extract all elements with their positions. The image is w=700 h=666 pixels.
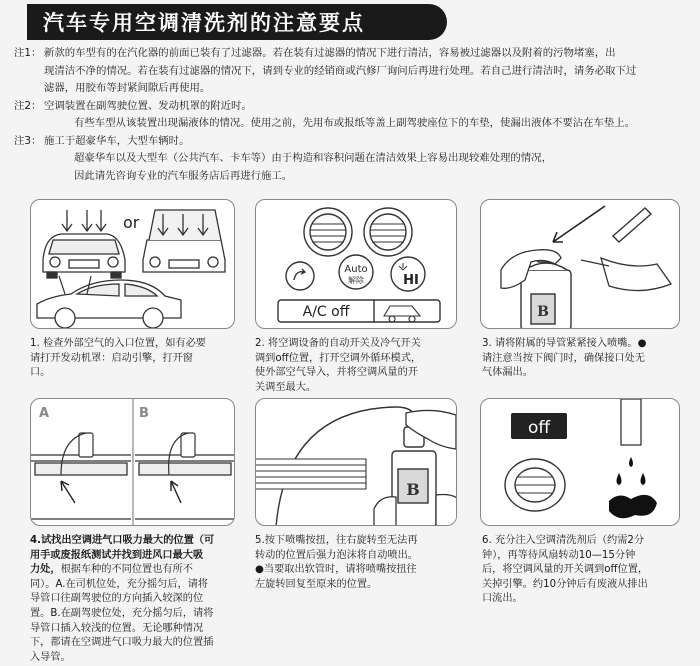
drain-pipe-icon xyxy=(621,399,641,445)
note-1-line-2: 现清洁不净的情况。若在装有过滤器的情况下，请到专业的经销商或汽修厂询问后再进行处理。若自己进行清洁时，请务必取下过 xyxy=(44,64,637,77)
note-3-line-2: 超豪华车以及大型车（公共汽车、卡车等）由于构造和容积问题在清洁效果上容易出现较难处理的情况， xyxy=(74,152,552,164)
down-arrow-icon xyxy=(62,210,106,231)
caption-line-bold: 4.试找出空调进气口吸力最大的位置（可 xyxy=(30,535,215,546)
caption-line: 口流出。 xyxy=(482,593,523,605)
svg-text:B: B xyxy=(406,480,420,499)
recirculation-button xyxy=(286,262,314,290)
position-a-label: A xyxy=(39,406,50,421)
caption-line-bold: 力处， xyxy=(30,564,61,576)
auto-label: Auto xyxy=(344,264,368,275)
caption-line: 关掉引擎。约10分钟后有废液从排出 xyxy=(482,578,648,590)
svg-text:B: B xyxy=(537,304,549,320)
step-1-illustration xyxy=(30,199,235,329)
step-6-caption xyxy=(482,534,692,607)
step-5-caption xyxy=(255,534,467,592)
caption-line: 5.按下喷嘴按扭，往右旋转至无法再 xyxy=(255,535,418,546)
step-4-caption xyxy=(30,534,242,665)
caption-line: 转动的位置后强力泡沫将自动喷出。 xyxy=(255,549,418,561)
note-2-key: 注2： xyxy=(14,99,42,112)
note-3-line-1: 施工于超豪华车，大型车辆时。 xyxy=(44,134,190,147)
note-3-line-3: 因此请先咨询专业的汽车服务店后再进行施工。 xyxy=(74,169,293,182)
note-2-line-2: 有些车型从该装置出现漏液体的情况。使用之前，先用布或报纸等盖上副驾驶座位下的车垫，使漏出液体不要沾在车垫上。 xyxy=(74,117,636,129)
knob-icon xyxy=(505,459,565,511)
caption-line: 调到off位置，打开空调外循环模式， xyxy=(255,352,422,364)
caption-line: 关调至最大。 xyxy=(255,381,317,393)
note-1-key: 注1： xyxy=(14,47,42,59)
notes-section xyxy=(14,45,686,185)
vent-grille-icon xyxy=(256,459,366,489)
caption-line: 导管口插入较浅的位置。无论哪种情况 xyxy=(30,622,204,634)
hi-label: HI xyxy=(403,273,419,288)
note-1-line-1: 新款的车型有的在汽化器的前面已装有了过滤器。若在装有过滤器的情况下进行清洁，容易被过滤器以及附着的污物堵塞，出 xyxy=(44,47,616,59)
note-2-line-1: 空调装置在副驾驶位置、发动机罩的附近时。 xyxy=(44,99,252,112)
liquid-drop-icon xyxy=(609,457,657,518)
tube-icon xyxy=(613,208,651,242)
caption-line: 导管口往副驾驶位的方向插入较深的位 xyxy=(30,593,204,605)
caption-line: 下，都请在空调进气口吸力最大的位置插 xyxy=(30,637,214,649)
auto-sub-label: 解除 xyxy=(348,276,364,285)
car-hood-open-icon xyxy=(143,210,225,272)
note-3 xyxy=(14,133,686,151)
caption-line: 请注意当按下阀门时，确保接口处无 xyxy=(482,352,645,364)
note-3-key: 注3： xyxy=(14,134,42,147)
caption-line: 钟），再等待风扇转动10—15分钟 xyxy=(482,549,636,561)
step-6-illustration xyxy=(480,398,680,526)
caption-line: ●当要取出软管时，请将喷嘴按扭往 xyxy=(255,564,417,576)
caption-line-bold: 用手或废报纸测试并找到进风口最大吸 xyxy=(30,549,204,561)
step-2-caption xyxy=(255,337,465,395)
caption-line: 1. 检查外部空气的入口位置，如有必要 xyxy=(30,338,206,349)
car-front-icon xyxy=(43,234,125,278)
caption-line: 同）。A.在司机位处，充分摇匀后，请将 xyxy=(30,578,209,590)
position-b-label: B xyxy=(139,406,149,421)
ac-off-label: A/C off xyxy=(302,304,350,320)
or-label: or xyxy=(123,213,140,232)
caption-line: 6. 充分注入空调清洗剂后（约需2分 xyxy=(482,535,645,546)
car-side-icon xyxy=(37,276,181,328)
arrow-icon xyxy=(553,206,605,242)
step-5-illustration xyxy=(255,398,457,526)
arrow-icon xyxy=(61,481,181,503)
caption-line: 3. 请将附属的导管紧紧接入喷嘴。● xyxy=(482,338,647,349)
caption-line: 入导管。 xyxy=(30,651,71,663)
step-4-illustration xyxy=(30,398,235,526)
caption-line: 气体漏出。 xyxy=(482,367,533,379)
off-label: off xyxy=(527,418,551,438)
note-1 xyxy=(14,45,686,63)
step-2-illustration xyxy=(255,199,457,329)
caption-line: 左旋转回复至原来的位置。 xyxy=(255,578,378,590)
spray-can-icon xyxy=(79,433,195,457)
air-vent-icon xyxy=(304,208,412,256)
note-1-line-3: 滤器，用胶布等封紧间隙后再使用。 xyxy=(44,82,211,94)
caption-line: 后，将空调风量的开关调到off位置， xyxy=(482,564,649,576)
caption-line: 置。B.在副驾驶位处，充分摇匀后，请将 xyxy=(30,607,214,619)
caption-line: 请打开发动机罩：启动引擎，打开窗 xyxy=(30,352,193,364)
caption-line: 口。 xyxy=(30,367,51,379)
caption-line: 2. 将空调设备的自动开关及冷气开关 xyxy=(255,338,421,349)
caption-line: 使外部空气导入，并将空调风量的开 xyxy=(255,367,418,379)
caption-line: 根据车种的不同位置也有所不 xyxy=(60,564,193,576)
page-title: 汽车专用空调清洗剂的注意要点 xyxy=(27,4,447,40)
spray-can-icon xyxy=(392,427,436,526)
step-1-caption xyxy=(30,337,240,381)
step-3-caption xyxy=(482,337,692,381)
note-2 xyxy=(14,98,686,116)
step-3-illustration xyxy=(480,199,680,329)
